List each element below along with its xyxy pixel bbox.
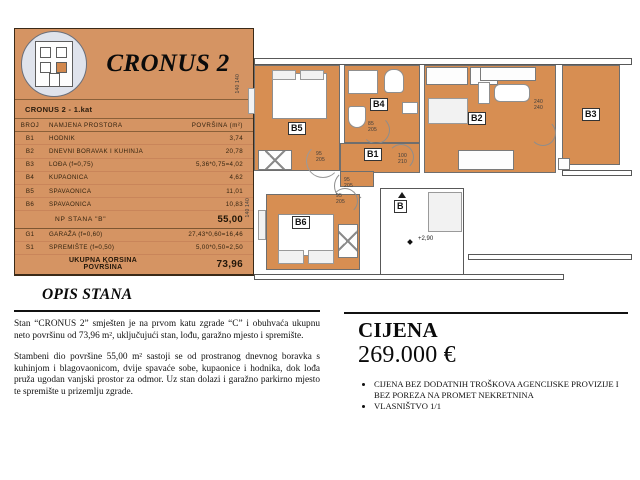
dim-door-entry: 100 210	[398, 153, 407, 165]
building-icon	[21, 31, 87, 97]
areas-table	[15, 118, 253, 275]
table-row	[15, 171, 253, 184]
wall-right-lower	[468, 254, 632, 260]
dim-window-left-top: 140 140	[235, 74, 241, 94]
cabinet-b4	[402, 102, 418, 114]
dim-door-b4: 85 205	[368, 121, 377, 133]
row-name: GARAŽA (f=0,60)	[45, 228, 157, 241]
room-label-b6: B6	[292, 216, 310, 229]
row-name: KUPAONICA	[45, 171, 157, 184]
total-area: 73,96	[157, 254, 253, 274]
tv-unit-b2	[458, 150, 514, 170]
wardrobe-b6	[338, 224, 358, 258]
row-name: SPAVAONICA	[45, 198, 157, 211]
subtotal-row	[15, 211, 253, 228]
stairs-b	[428, 192, 462, 232]
spec-card	[14, 28, 254, 276]
table-row	[15, 145, 253, 158]
table-row	[15, 184, 253, 197]
total-spacer	[15, 254, 45, 274]
row-area: 5,00*0,50=2,50	[157, 241, 253, 254]
table-row	[15, 241, 253, 254]
pillow-b6-a	[278, 250, 304, 264]
price-divider	[344, 312, 628, 314]
table-row	[15, 132, 253, 145]
wall-top	[254, 58, 632, 65]
table-row	[15, 198, 253, 211]
row-name: LOĐA (f=0,75)	[45, 158, 157, 171]
room-label-b5: B5	[288, 122, 306, 135]
row-area: 20,78	[157, 145, 253, 158]
dim-door-b5: 95 205	[316, 151, 325, 163]
price-note: • VLASNIŠTVO 1/1	[374, 401, 628, 412]
door-arc-b3	[530, 120, 556, 146]
row-no: B1	[15, 132, 45, 145]
room-label-b: B	[394, 200, 407, 213]
description-divider	[14, 310, 320, 312]
kitchen-counter-b2	[426, 67, 468, 85]
col-povrsina: POVRŠINA (m²)	[157, 119, 253, 132]
row-name: DNEVNI BORAVAK I KUHINJA	[45, 145, 157, 158]
dining-table-b2	[428, 98, 468, 124]
row-no: B3	[15, 158, 45, 171]
dim-window-left-bottom: 140 140	[245, 198, 251, 218]
price-notes	[344, 379, 628, 412]
up-arrow-icon	[398, 192, 406, 198]
pillow-b6-b	[308, 250, 334, 264]
room-label-b4: B4	[370, 98, 388, 111]
row-no: S1	[15, 241, 45, 254]
drain-b3	[558, 158, 570, 170]
brand-name: CRONUS 2	[106, 50, 230, 77]
total-label: UKUPNA KORSINA POVRŠINA	[45, 254, 157, 274]
row-name: SPREMIŠTE (f=0,50)	[45, 241, 157, 254]
price-section	[344, 312, 628, 413]
col-namjena: NAMJENA PROSTORA	[45, 119, 157, 132]
total-row	[15, 254, 253, 274]
price-note: • CIJENA BEZ DODATNIH TROŠKOVA AGENCIJSKE PROVIZIJE I BEZ POREZA NA PROMET NEKRETNINA	[374, 379, 628, 400]
subtotal-area: 55,00	[157, 211, 253, 228]
description-paragraph-2: Stambeni dio površine 55,00 m² sastoji se od prostranog dnevnog boravka s kuhinjom i blagovaonicom, dvije spavaće sobe, kupaonice i hodnika, dok lođa pruža ugodan vanjski prostor za odmor. Uz stan dolazi i garažno parkirno mjesto te spremište u prizemlju zgrade.	[14, 352, 320, 397]
wardrobe-b5	[258, 150, 292, 170]
row-no: B4	[15, 171, 45, 184]
room-label-b2: B2	[468, 112, 486, 125]
window-b5	[248, 88, 255, 114]
elevation-label: +2,90	[418, 236, 434, 242]
counter-b2-b	[480, 67, 536, 81]
table-header-row	[15, 119, 253, 132]
row-no: B6	[15, 198, 45, 211]
row-area: 11,01	[157, 184, 253, 197]
table-row	[15, 228, 253, 241]
row-name: HODNIK	[45, 132, 157, 145]
sofa-b2	[494, 84, 530, 102]
row-name: SPAVAONICA	[45, 184, 157, 197]
wall-right-b3	[562, 170, 632, 176]
table-row	[15, 158, 253, 171]
wall-bottom	[254, 274, 564, 280]
col-broj: BROJ	[15, 119, 45, 132]
window-b6	[258, 210, 266, 240]
shower-b4	[348, 70, 378, 94]
description-section	[14, 286, 320, 409]
dim-door-b6-room: 95 205	[336, 193, 345, 205]
row-area: 4,62	[157, 171, 253, 184]
price-amount: 269.000 €	[358, 342, 456, 368]
pillow-b5-b	[300, 70, 324, 80]
pillow-b5-a	[272, 70, 296, 80]
floor-plan	[232, 58, 632, 298]
row-area: 3,74	[157, 132, 253, 145]
row-area: 5,36*0,75=4,02	[157, 158, 253, 171]
dim-door-b3: 240 240	[534, 99, 543, 111]
price-label: CIJENA	[358, 318, 438, 342]
dim-door-b6: 95 205	[344, 177, 353, 189]
toilet-b4	[384, 69, 404, 93]
description-paragraph-1: Stan “CRONUS 2” smješten je na prvom katu zgrade “C” i obuhvaća ukupnu neto površinu od 73,96 m², uključujući stan, lođu, garažno mjesto i spremište.	[14, 319, 320, 341]
row-no: B2	[15, 145, 45, 158]
door-arc-entry	[388, 144, 414, 170]
brand-header	[15, 29, 253, 99]
room-label-b3: B3	[582, 108, 600, 121]
row-no: B5	[15, 184, 45, 197]
row-area: 10,83	[157, 198, 253, 211]
subtotal-no	[15, 211, 45, 228]
row-area: 27,43*0,60=16,46	[157, 228, 253, 241]
room-label-b1: B1	[364, 148, 382, 161]
row-no: G1	[15, 228, 45, 241]
armchair-b2	[478, 82, 490, 104]
description-heading: OPIS STANA	[42, 286, 133, 303]
table-title: CRONUS 2 - 1.kat	[15, 99, 253, 118]
subtotal-label: NP STANA "B"	[45, 211, 157, 228]
